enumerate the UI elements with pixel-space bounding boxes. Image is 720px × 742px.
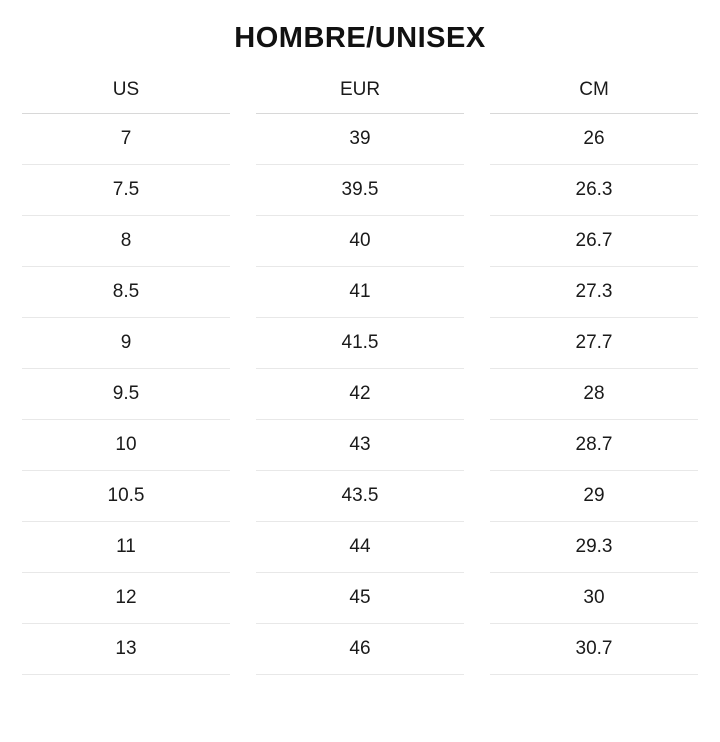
cell-spacer (464, 165, 490, 216)
cell-spacer (230, 573, 256, 624)
cell-us: 7 (22, 114, 230, 165)
cell-cm: 26.7 (490, 216, 698, 267)
cell-eur: 39.5 (256, 165, 464, 216)
cell-eur: 40 (256, 216, 464, 267)
table-row (22, 267, 698, 318)
cell-cm: 28 (490, 369, 698, 420)
column-spacer (464, 73, 490, 114)
table-row (22, 369, 698, 420)
table-header (22, 73, 698, 114)
cell-us: 10 (22, 420, 230, 471)
cell-cm: 28.7 (490, 420, 698, 471)
cell-spacer (230, 165, 256, 216)
cell-eur: 39 (256, 114, 464, 165)
cell-cm: 26.3 (490, 165, 698, 216)
cell-spacer (230, 522, 256, 573)
table-row (22, 318, 698, 369)
cell-cm: 30.7 (490, 624, 698, 675)
cell-spacer (230, 267, 256, 318)
cell-eur: 45 (256, 573, 464, 624)
cell-us: 10.5 (22, 471, 230, 522)
cell-spacer (464, 624, 490, 675)
cell-us: 9.5 (22, 369, 230, 420)
cell-spacer (464, 471, 490, 522)
page-title: HOMBRE/UNISEX (234, 22, 486, 54)
cell-cm: 26 (490, 114, 698, 165)
cell-spacer (230, 114, 256, 165)
cell-eur: 42 (256, 369, 464, 420)
cell-us: 13 (22, 624, 230, 675)
size-chart-page (0, 22, 720, 742)
cell-spacer (230, 216, 256, 267)
column-header-eur: EUR (256, 73, 464, 114)
cell-spacer (230, 624, 256, 675)
cell-spacer (464, 420, 490, 471)
column-header-cm: CM (490, 73, 698, 114)
table-row (22, 420, 698, 471)
table-header-row (22, 73, 698, 114)
cell-spacer (230, 318, 256, 369)
cell-spacer (230, 420, 256, 471)
cell-eur: 43.5 (256, 471, 464, 522)
cell-us: 12 (22, 573, 230, 624)
cell-us: 8.5 (22, 267, 230, 318)
cell-eur: 41 (256, 267, 464, 318)
table-row (22, 471, 698, 522)
cell-us: 9 (22, 318, 230, 369)
cell-spacer (464, 369, 490, 420)
table-row (22, 114, 698, 165)
cell-cm: 27.3 (490, 267, 698, 318)
cell-spacer (464, 318, 490, 369)
table-row (22, 216, 698, 267)
cell-us: 7.5 (22, 165, 230, 216)
table-row (22, 522, 698, 573)
cell-spacer (464, 267, 490, 318)
cell-cm: 29 (490, 471, 698, 522)
table-row (22, 624, 698, 675)
cell-spacer (230, 369, 256, 420)
size-chart-table (22, 73, 698, 675)
table-row (22, 165, 698, 216)
cell-spacer (464, 216, 490, 267)
cell-cm: 29.3 (490, 522, 698, 573)
column-header-us: US (22, 73, 230, 114)
cell-eur: 41.5 (256, 318, 464, 369)
table-row (22, 573, 698, 624)
cell-spacer (464, 522, 490, 573)
cell-eur: 46 (256, 624, 464, 675)
table-body (22, 114, 698, 675)
cell-cm: 27.7 (490, 318, 698, 369)
cell-us: 8 (22, 216, 230, 267)
column-spacer (230, 73, 256, 114)
cell-eur: 44 (256, 522, 464, 573)
cell-us: 11 (22, 522, 230, 573)
cell-cm: 30 (490, 573, 698, 624)
cell-eur: 43 (256, 420, 464, 471)
cell-spacer (230, 471, 256, 522)
cell-spacer (464, 114, 490, 165)
cell-spacer (464, 573, 490, 624)
